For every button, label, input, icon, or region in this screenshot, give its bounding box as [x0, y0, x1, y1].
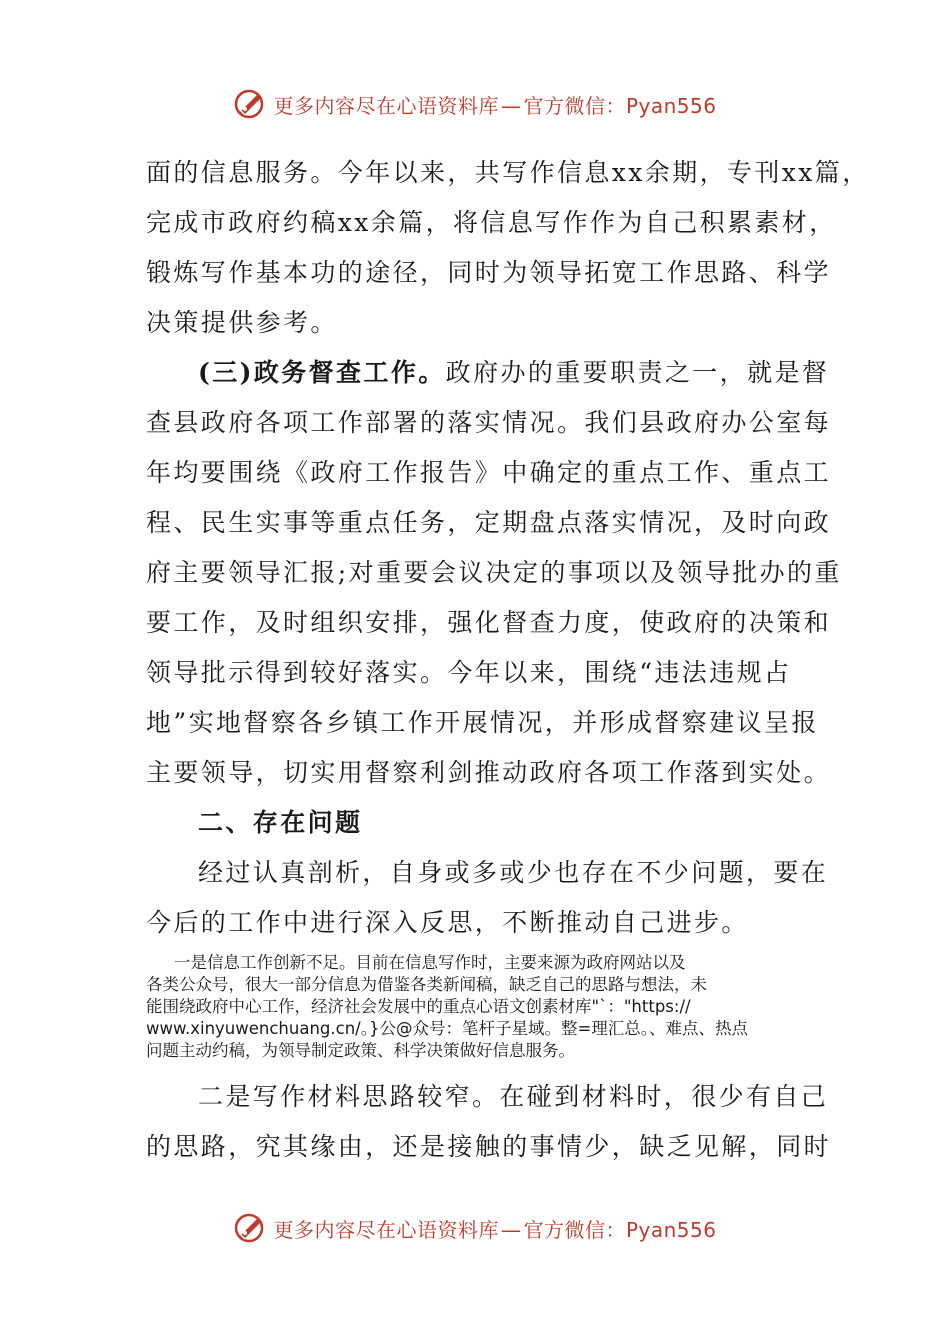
watermark-banner-top: [0, 84, 950, 124]
point2-line: 二是写作材料思路较窄。在碰到材料时，很少有自己: [198, 1082, 829, 1111]
small-line: 一是信息工作创新不足。目前在信息写作时，主要来源为政府网站以及: [174, 953, 686, 972]
pen-logo-icon: [233, 1211, 267, 1245]
section3-heading: (三)政务督查工作。: [198, 358, 446, 387]
body-line: 决策提供参考。: [146, 308, 338, 337]
body-line: 锻炼写作基本功的途径，同时为领导拓宽工作思路、科学: [146, 258, 832, 287]
section3-line: 地”实地督察各乡镇工作开展情况，并形成督察建议呈报: [146, 708, 819, 737]
document-body: [146, 148, 870, 1172]
section3-line: 府主要领导汇报;对重要会议决定的事项以及领导批办的重: [146, 558, 842, 587]
section3-line: 要工作，及时组织安排，强化督查力度，使政府的决策和: [146, 608, 832, 637]
section3-line: 程、民生实事等重点任务，定期盘点落实情况，及时向政: [146, 508, 832, 537]
section3-line: 年均要围绕《政府工作报告》中确定的重点工作、重点工: [146, 458, 832, 487]
small-paragraph: [146, 952, 826, 1062]
section3-first-line: (三)政务督查工作。政府办的重要职责之一，就是督: [198, 358, 830, 387]
watermark-text: 更多内容尽在心语资料库 — 官方微信：Pyan556: [273, 93, 717, 118]
small-line: 能围绕政府中心工作，经济社会发展中的重点心语文创素材库"`："https://: [146, 997, 691, 1016]
problems-line: 经过认真剖析，自身或多或少也存在不少问题，要在: [198, 858, 829, 887]
point2-line: 的思路，究其缘由，还是接触的事情少，缺乏见解，同时: [146, 1132, 832, 1161]
small-line: 各类公众号，很大一部分信息为借鉴各类新闻稿，缺乏自己的思路与想法，未: [146, 975, 707, 994]
section3-line: 领导批示得到较好落实。今年以来，围绕“违法违规占: [146, 658, 792, 687]
small-line: 问题主动约稿，为领导制定政策、科学决策做好信息服务。: [146, 1041, 575, 1060]
body-line: 完成市政府约稿xx余篇，将信息写作作为自己积累素材，: [146, 208, 837, 237]
section3-line: 主要领导，切实用督察利剑推动政府各项工作落到实处。: [146, 758, 832, 787]
pen-logo-icon: [233, 87, 267, 121]
watermark-banner-bottom: [0, 1208, 950, 1248]
body-line: 面的信息服务。今年以来，共写作信息xx余期，专刊xx篇，: [146, 158, 870, 187]
section3-line: 查县政府各项工作部署的落实情况。我们县政府办公室每: [146, 408, 832, 437]
problems-heading: 二、存在问题: [198, 808, 363, 837]
watermark-text: 更多内容尽在心语资料库 — 官方微信：Pyan556: [273, 1217, 717, 1242]
problems-line: 今后的工作中进行深入反思，不断推动自己进步。: [146, 908, 749, 937]
small-line: www.xinyuwenchuang.cn/。}公@众号：笔杆子星域。整=理汇总。、难点、热点: [146, 1019, 749, 1038]
